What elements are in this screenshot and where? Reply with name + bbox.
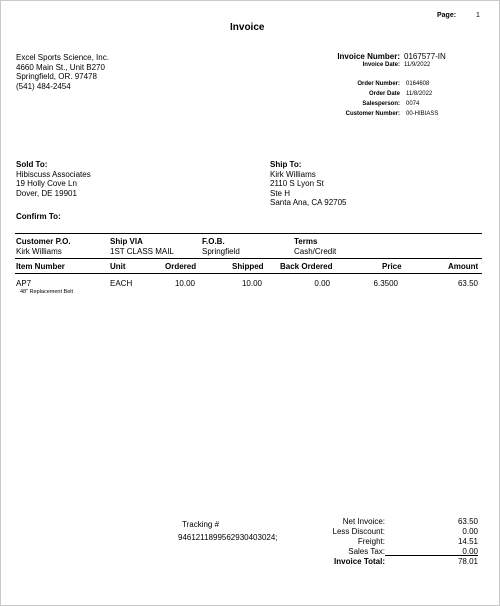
seller-address-line1: 4660 Main St., Unit B270	[16, 62, 105, 72]
item-amount: 63.50	[457, 279, 478, 288]
fob-label: F.O.B.	[202, 237, 225, 246]
tracking-number: 9461211899562930403024;	[178, 533, 278, 542]
item-price: 6.3500	[373, 279, 398, 288]
seller-phone: (541) 484-2454	[16, 81, 71, 91]
salesperson-label: Salesperson:	[362, 101, 400, 107]
item-back-ordered: 0.00	[314, 279, 330, 288]
invoice-date: 11/9/2022	[404, 62, 431, 68]
order-number: 0164608	[406, 81, 430, 87]
ship-to-label: Ship To:	[270, 160, 302, 169]
sold-to-address-line2: Dover, DE 19901	[16, 188, 77, 198]
col-header-back-ordered: Back Ordered	[280, 262, 333, 271]
seller-name: Excel Sports Science, Inc.	[16, 53, 109, 62]
tracking-label: Tracking #	[182, 520, 220, 529]
less-discount-value: 0.00	[462, 527, 478, 536]
net-invoice-value: 63.50	[457, 517, 478, 526]
ship-via: 1ST CLASS MAIL	[110, 247, 174, 256]
item-ordered: 10.00	[174, 279, 195, 288]
item-description: 48" Replacement Belt	[20, 289, 74, 295]
customer-po-label: Customer P.O.	[16, 237, 71, 246]
items-header-top-rule	[15, 258, 482, 259]
ship-to-block	[270, 160, 347, 208]
item-number: AP7	[16, 279, 32, 288]
item-unit: EACH	[110, 279, 133, 288]
confirm-to-label: Confirm To:	[16, 212, 61, 221]
net-invoice-label: Net Invoice:	[342, 517, 385, 526]
sold-to-name: Hibiscuss Associates	[16, 169, 91, 179]
seller-address-line2: Springfield, OR. 97478	[16, 72, 97, 81]
customer-po: Kirk Williams	[16, 247, 62, 256]
col-header-ordered: Ordered	[165, 262, 197, 271]
invoice-number-label: Invoice Number:	[337, 52, 400, 61]
invoice-total-value: 78.01	[457, 557, 478, 566]
order-number-label: Order Number:	[357, 81, 400, 87]
ship-to-address-line2: Ste H	[270, 188, 291, 198]
terms-label: Terms	[294, 237, 318, 246]
sold-to-address-line1: 19 Holly Cove Ln	[16, 179, 77, 188]
fob: Springfield	[202, 247, 240, 256]
page-label: Page:	[437, 12, 457, 19]
customer-number-label: Customer Number:	[345, 111, 400, 117]
totals-rule	[385, 555, 478, 556]
ship-to-name: Kirk Williams	[270, 169, 316, 179]
col-header-amount: Amount	[448, 262, 479, 271]
page-number: 1	[476, 12, 480, 19]
col-header-shipped: Shipped	[232, 262, 264, 271]
freight-label: Freight:	[357, 537, 385, 546]
ship-via-label: Ship VIA	[110, 237, 143, 246]
ship-to-address-line1: 2110 S Lyon St	[270, 179, 324, 188]
invoice-total-label: Invoice Total:	[334, 557, 385, 566]
col-header-unit: Unit	[110, 262, 126, 271]
freight-value: 14.51	[457, 537, 478, 546]
sales-tax-value: 0.00	[462, 547, 478, 556]
items-header-bottom-rule	[15, 273, 482, 274]
col-header-price: Price	[382, 262, 402, 271]
salesperson: 0074	[406, 101, 420, 107]
invoice-date-label: Invoice Date:	[362, 62, 400, 68]
seller-address-block	[16, 53, 109, 91]
order-date: 11/8/2022	[406, 91, 433, 97]
sold-to-label: Sold To:	[16, 160, 48, 169]
page-title: Invoice	[230, 22, 265, 33]
ship-to-address-line3: Santa Ana, CA 92705	[270, 198, 347, 207]
terms: Cash/Credit	[294, 247, 337, 256]
customer-number: 00-HIBIASS	[406, 111, 439, 117]
sold-to-block	[16, 160, 91, 198]
item-shipped: 10.00	[241, 279, 262, 288]
invoice-number: 0167577-IN	[404, 52, 446, 61]
col-header-item-number: Item Number	[16, 262, 65, 271]
order-info-top-rule	[15, 233, 482, 234]
order-date-label: Order Date	[368, 91, 400, 97]
sales-tax-label: Sales Tax:	[348, 547, 385, 556]
less-discount-label: Less Discount:	[332, 527, 385, 536]
